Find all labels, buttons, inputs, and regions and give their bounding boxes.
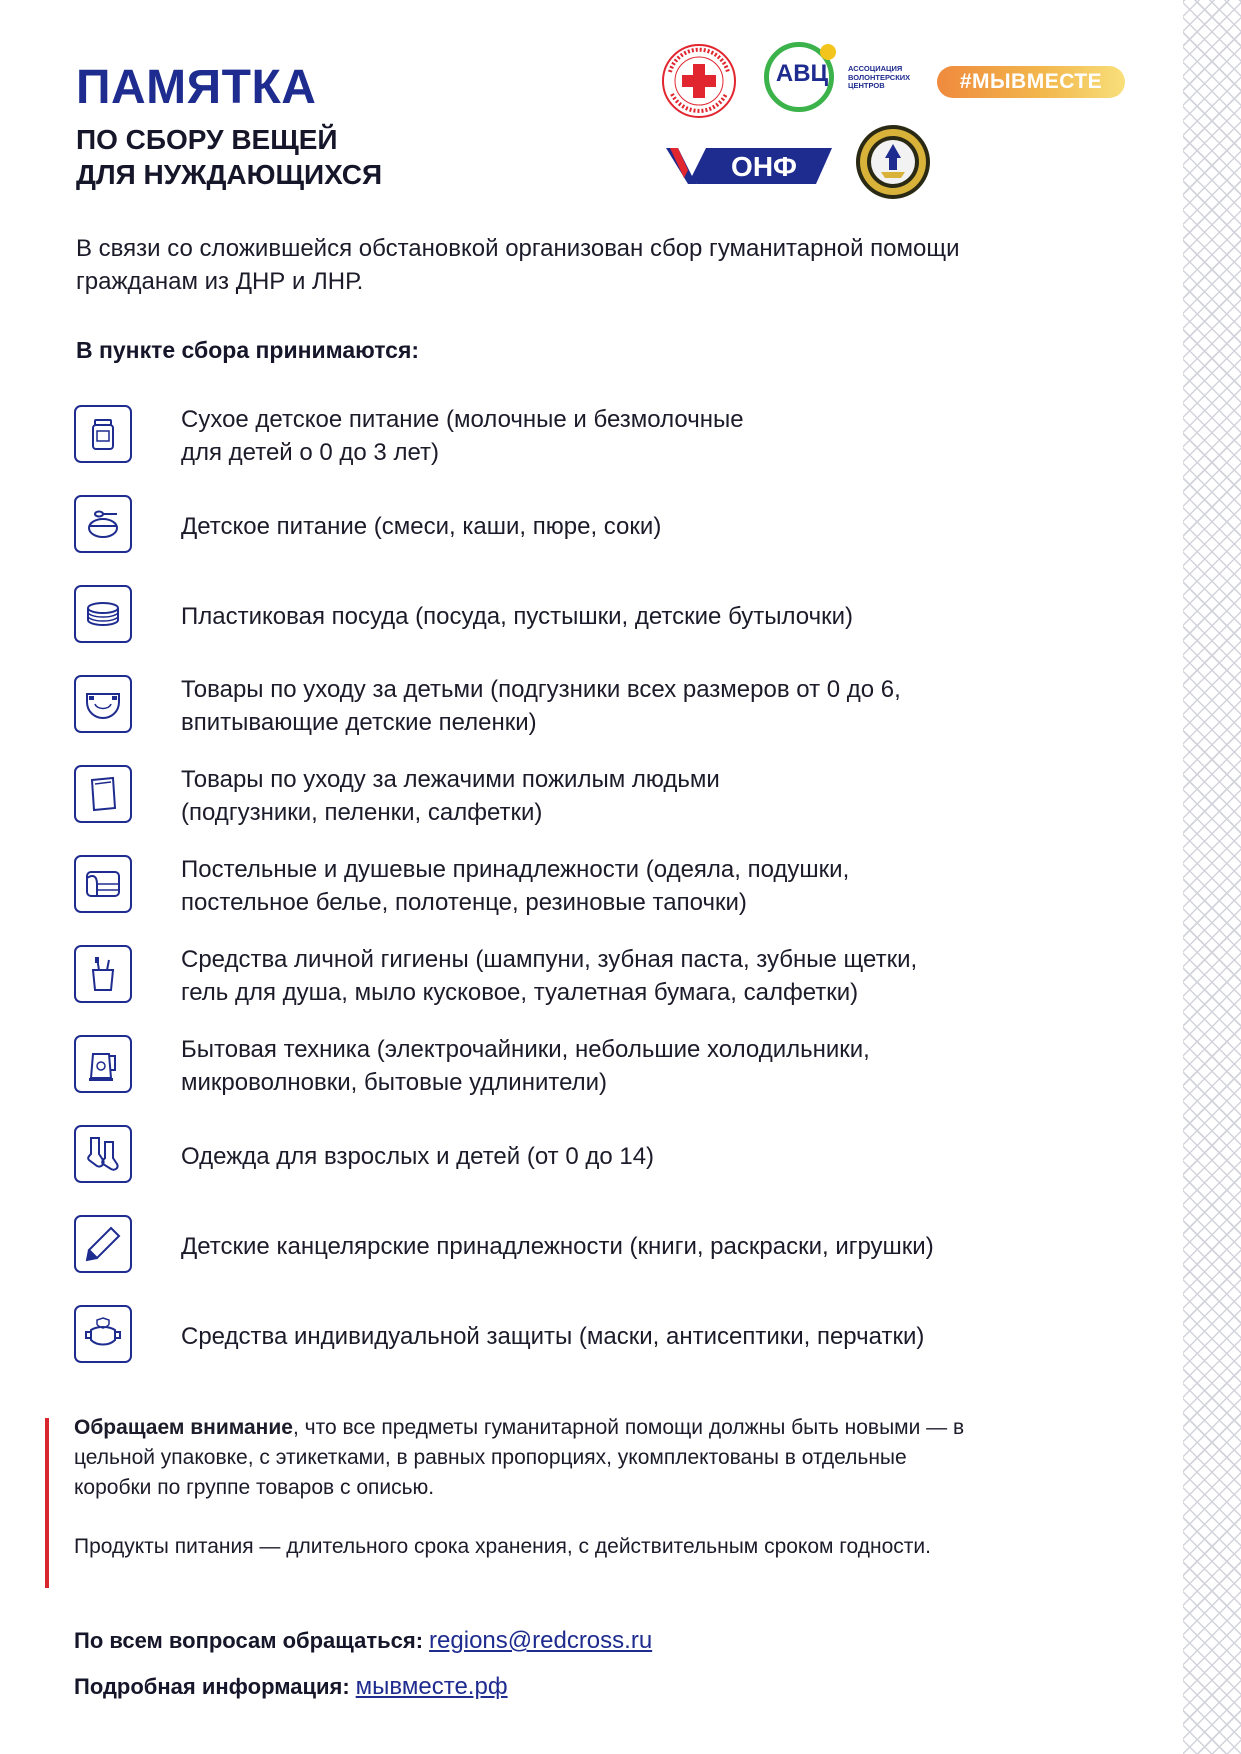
- list-item: [74, 1305, 1084, 1367]
- plates-stack-icon: [74, 585, 132, 643]
- list-item-label: Постельные и душевые принадлежности (одеяла, подушки, постельное белье, полотенце, резиновые тапочки): [181, 856, 850, 916]
- red-cross-emblem-icon: [660, 42, 738, 120]
- subtitle-line: ДЛЯ НУЖДАЮЩИХСЯ: [76, 159, 383, 190]
- onf-logo-text: ОНФ: [731, 151, 797, 182]
- list-item-label: Детские канцелярские принадлежности (книги, раскраски, игрушки): [181, 1232, 934, 1260]
- student-squads-emblem-icon: [855, 124, 931, 200]
- socks-icon: [74, 1125, 132, 1183]
- list-item: [74, 945, 1084, 1007]
- red-cross-logo: [660, 42, 738, 120]
- baby-food-jar-icon: [74, 405, 132, 463]
- list-item-label: Детское питание (смеси, каши, пюре, соки): [181, 512, 662, 540]
- electric-kettle-icon: [74, 1035, 132, 1093]
- email-link[interactable]: regions@redcross.ru: [429, 1627, 653, 1654]
- list-item: [74, 1215, 1084, 1277]
- onf-logo: [666, 146, 832, 186]
- napkin-pack-icon: [74, 765, 132, 823]
- page-title: ПАМЯТКА: [76, 61, 317, 114]
- subtitle-line: ПО СБОРУ ВЕЩЕЙ: [76, 124, 338, 155]
- together-hashtag-badge: #МЫВМЕСТЕ: [937, 66, 1125, 98]
- folded-towels-icon: [74, 855, 132, 913]
- list-item-label: Сухое детское питание (молочные и безмолочные для детей о 0 до 3 лет): [181, 406, 744, 466]
- avc-dot: [820, 44, 836, 60]
- site-link[interactable]: мывместе.рф: [355, 1673, 508, 1700]
- avc-logo: [764, 42, 924, 120]
- list-item: [74, 765, 1084, 827]
- list-item: [74, 1125, 1084, 1187]
- list-item-label: Пластиковая посуда (посуда, пустышки, детские бутылочки): [181, 602, 854, 630]
- face-mask-icon: [74, 1305, 132, 1363]
- onf-emblem-icon: [666, 146, 832, 186]
- list-item-label: Средства личной гигиены (шампуни, зубная паста, зубные щетки, гель для душа, мыло кусковое, туалетная бумага, салфетки): [181, 946, 918, 1006]
- list-item-label: Одежда для взрослых и детей (от 0 до 14): [181, 1142, 655, 1170]
- list-item: [74, 495, 1084, 557]
- list-item: [74, 405, 1084, 467]
- intro-text: В связи со сложившейся обстановкой организован сбор гуманитарной помощи гражданам из ДНР и ЛНР.: [76, 235, 960, 295]
- diaper-icon: [74, 675, 132, 733]
- note-bold-lead: Обращаем внимание: [74, 1416, 293, 1439]
- marker-pen-icon: [74, 1215, 132, 1273]
- list-item: [74, 855, 1084, 917]
- bowl-spoon-icon: [74, 495, 132, 553]
- list-item-label: Товары по уходу за детьми (подгузники всех размеров от 0 до 6, впитывающие детские пеленки): [181, 676, 901, 736]
- toothbrush-cup-icon: [74, 945, 132, 1003]
- contact-info: [74, 1672, 508, 1702]
- list-item: [74, 585, 1084, 647]
- contact-questions: [74, 1626, 652, 1656]
- list-item: [74, 1035, 1084, 1097]
- avc-logo-caption: АССОЦИАЦИЯ ВОЛОНТЕРСКИХ ЦЕНТРОВ: [848, 64, 911, 90]
- accepted-items-heading: В пункте сбора принимаются:: [76, 337, 420, 363]
- list-item: [74, 675, 1084, 737]
- contact-questions-label: По всем вопросам обращаться:: [74, 1628, 424, 1653]
- page-subtitle: [76, 122, 476, 192]
- list-item-label: Бытовая техника (электрочайники, небольшие холодильники, микроволновки, бытовые удлинители): [181, 1036, 870, 1096]
- decorative-pattern-strip: [1183, 0, 1241, 1754]
- note-accent-bar: [45, 1418, 49, 1588]
- avc-logo-text: АВЦ: [775, 60, 829, 87]
- contact-info-label: Подробная информация:: [74, 1674, 350, 1699]
- student-squads-logo: [855, 124, 931, 200]
- list-item-label: Средства индивидуальной защиты (маски, антисептики, перчатки): [181, 1322, 925, 1350]
- note-text: , что все предметы гуманитарной помощи должны быть новыми — в цельной упаковке, с этикетками, в равных пропорциях, укомплектованы в отдельные коробки по группе товаров с описью.: [74, 1416, 965, 1499]
- note-paragraph: [74, 1413, 974, 1503]
- list-item-label: Товары по уходу за лежачими пожилым людьми (подгузники, пеленки, салфетки): [181, 766, 720, 826]
- food-note-paragraph: Продукты питания — длительного срока хранения, с действительным сроком годности.: [74, 1535, 931, 1558]
